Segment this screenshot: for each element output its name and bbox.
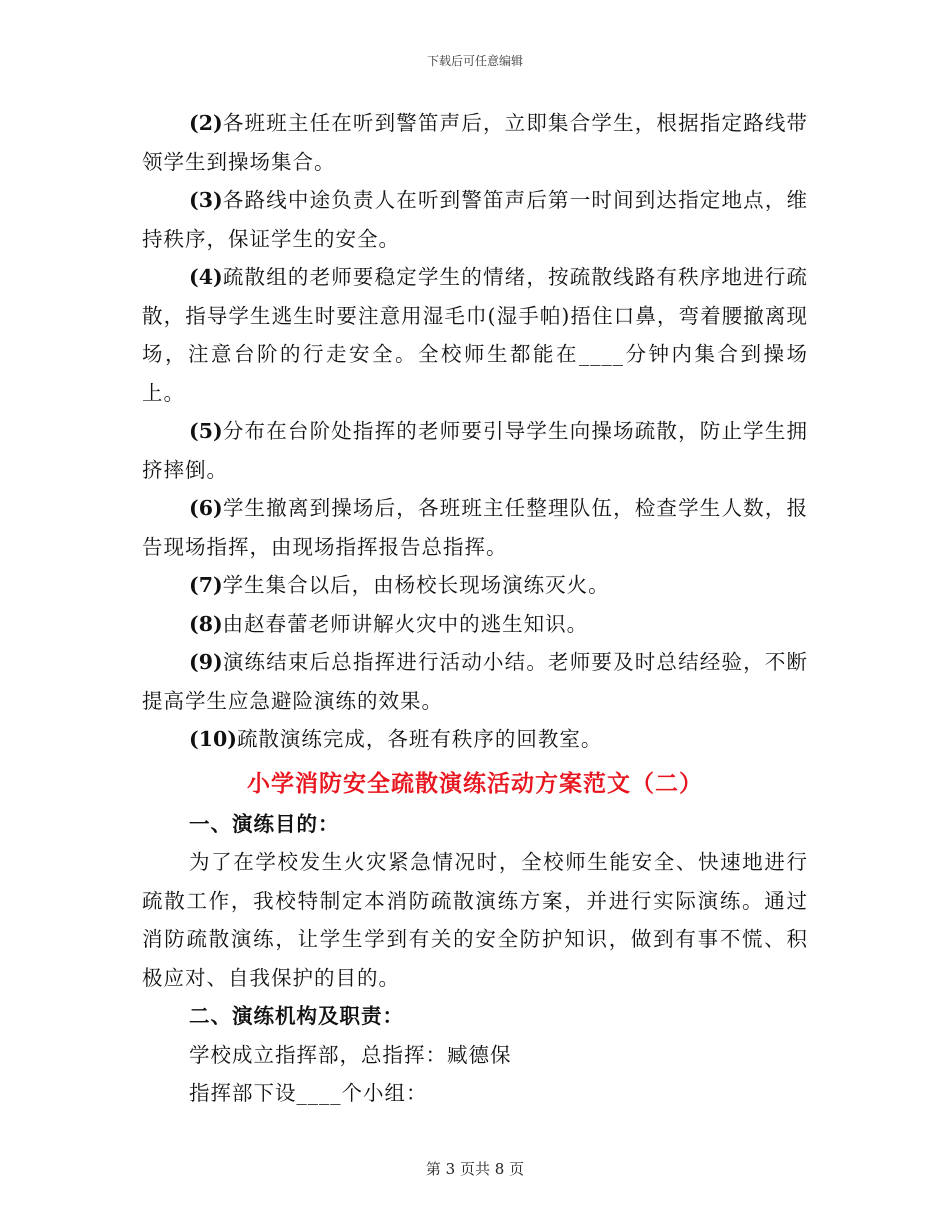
step-text: 各路线中途负责人在听到警笛声后第一时间到达指定地点，维持秩序，保证学生的安全。 xyxy=(142,188,808,251)
page-header: 下载后可任意编辑 xyxy=(426,54,523,68)
step-number: (10) xyxy=(189,727,237,751)
page-footer: 第 3 页共 8 页 xyxy=(425,1160,525,1178)
step-item-4 xyxy=(142,258,808,412)
step-number: (7) xyxy=(189,573,223,597)
step-item-9 xyxy=(142,643,808,720)
step-number: (3) xyxy=(189,188,223,212)
page-content xyxy=(142,104,808,1113)
section-heading-organization: 二、演练机构及职责： xyxy=(189,1004,404,1028)
organization-line-2: 指挥部下设____个小组： xyxy=(189,1081,428,1105)
purpose-paragraph: 为了在学校发生火灾紧急情况时，全校师生能安全、快速地进行疏散工作，我校特制定本消防疏散演练方案，并进行实际演练。通过消防疏散演练，让学生学到有关的安全防护知识，做到有事不慌、积极应对、自我保护的目的。 xyxy=(142,850,808,990)
step-text: 各班班主任在听到警笛声后，立即集合学生，根据指定路线带领学生到操场集合。 xyxy=(142,111,808,174)
step-text: 由赵春蕾老师讲解火灾中的逃生知识。 xyxy=(222,611,589,636)
step-item-6 xyxy=(142,489,808,566)
step-text: 分布在台阶处指挥的老师要引导学生向操场疏散，防止学生拥挤摔倒。 xyxy=(142,419,808,482)
step-number: (2) xyxy=(189,111,223,135)
section-heading-purpose: 一、演练目的： xyxy=(189,811,340,836)
step-text: 演练结束后总指挥进行活动小结。老师要及时总结经验，不断提高学生应急避险演练的效果。 xyxy=(142,650,808,713)
step-item-3 xyxy=(142,181,808,258)
step-number: (9) xyxy=(189,650,223,674)
step-item-8 xyxy=(142,605,808,644)
step-item-2 xyxy=(142,104,808,181)
organization-line-1: 学校成立指挥部，总指挥：臧德保 xyxy=(189,1042,512,1067)
step-text: 学生集合以后，由杨校长现场演练灭火。 xyxy=(222,573,610,597)
step-item-5 xyxy=(142,412,808,489)
step-text: 学生撤离到操场后，各班班主任整理队伍，检查学生人数，报告现场指挥，由现场指挥报告总指挥。 xyxy=(142,496,808,559)
step-number: (6) xyxy=(189,496,223,520)
step-number: (5) xyxy=(189,419,223,443)
step-item-10 xyxy=(142,720,808,759)
step-number: (4) xyxy=(189,265,223,289)
step-text: 疏散演练完成，各班有秩序的回教室。 xyxy=(236,727,603,751)
step-text: 疏散组的老师要稳定学生的情绪，按疏散线路有秩序地进行疏散，指导学生逃生时要注意用湿毛巾(湿手帕)捂住口鼻，弯着腰撤离现场，注意台阶的行走安全。全校师生都能在____分钟内集合到操场上。 xyxy=(142,265,808,405)
section-title: 小学消防安全疏散演练活动方案范文（二） xyxy=(247,769,703,797)
step-number: (8) xyxy=(189,611,223,636)
step-item-7 xyxy=(142,566,808,605)
